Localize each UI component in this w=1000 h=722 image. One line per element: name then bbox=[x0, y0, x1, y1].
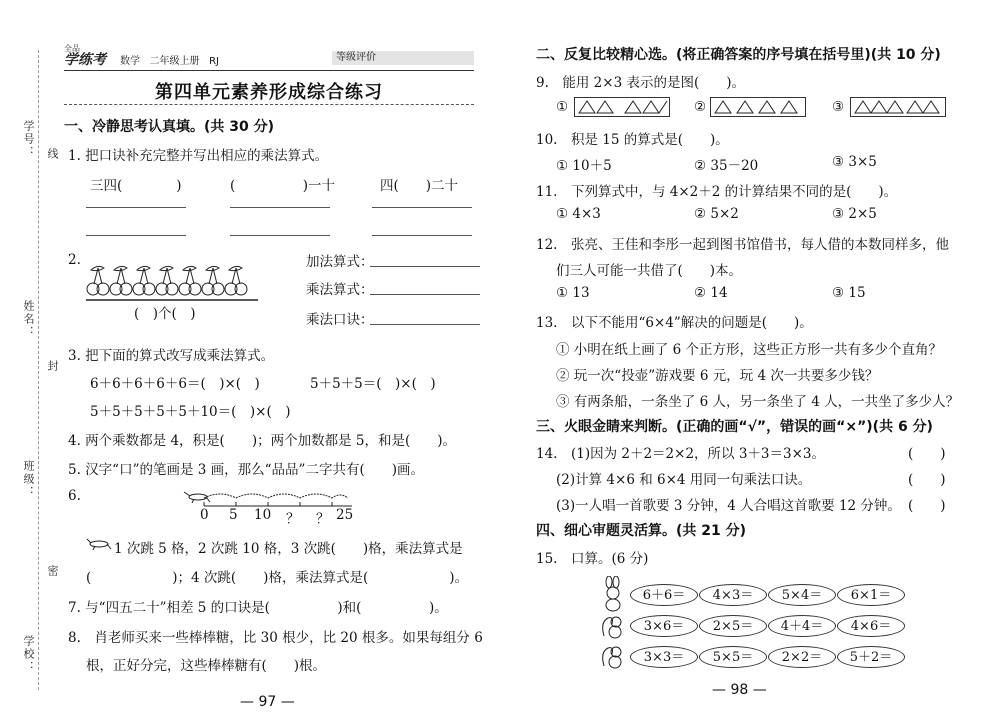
section-3-heading: 三、火眼金睛来判断。(正确的画“√”，错误的画“×”)(共 6 分) bbox=[536, 419, 933, 435]
q1-blank-a[interactable]: 三四( ) bbox=[90, 178, 182, 194]
q1-answer-line[interactable] bbox=[86, 207, 186, 208]
q15-text: 15. 口算。(6 分) bbox=[536, 551, 649, 567]
title-rule bbox=[64, 104, 474, 105]
cherry-pair-icon bbox=[179, 266, 201, 295]
q1-answer-line[interactable] bbox=[86, 235, 186, 236]
q2-add-label: 加法算式： bbox=[306, 254, 374, 270]
q13-option-3[interactable]: ③ 有两条船，一条坐了 6 人，另一条坐了 4 人，一共坐了多少人？ bbox=[556, 394, 960, 410]
page-number-right: — 98 — bbox=[712, 682, 767, 698]
triangles-icon bbox=[575, 98, 669, 116]
q2-number: 2. bbox=[68, 252, 81, 268]
q14-item-2: (2)计算 4×6 和 6×4 用同一句乘法口诀。 bbox=[556, 472, 812, 488]
margin-school: 学校： bbox=[22, 635, 35, 674]
calc-item[interactable]: 5×5＝ bbox=[699, 646, 767, 668]
q9-text[interactable]: 9. 能用 2×3 表示的是图( )。 bbox=[536, 75, 745, 91]
q8-text-a: 8. 肖老师买来一些棒棒糖，比 30 根少，比 20 根多。如果每组分 6 bbox=[68, 630, 483, 646]
grade-label: 二年级上册 bbox=[149, 56, 200, 67]
q13-option-2[interactable]: ② 玩一次“投壶”游戏要 6 元，玩 4 次一共要多少钱？ bbox=[556, 368, 879, 384]
q12-option[interactable]: ② 14 bbox=[694, 285, 728, 301]
calc-item[interactable]: 4＋4＝ bbox=[768, 615, 836, 637]
page-title: 第四单元素养形成综合练习 bbox=[155, 82, 383, 103]
q14-answer-3[interactable]: ( ) bbox=[908, 498, 946, 514]
q6-tick-label: 10 bbox=[254, 507, 272, 523]
q6-tick-label: ？ bbox=[316, 511, 330, 527]
q12-option[interactable]: ③ 15 bbox=[832, 285, 866, 301]
q2-mul-label: 乘法算式： bbox=[306, 282, 374, 298]
margin-student-id: 学号： bbox=[22, 120, 35, 159]
page-number-left: — 97 — bbox=[240, 694, 295, 710]
grasshopper-icon bbox=[184, 492, 210, 503]
cherry-pair-icon bbox=[87, 266, 109, 295]
cherry-pair-icon bbox=[225, 266, 247, 295]
q3-expr-a[interactable]: 6＋6＋6＋6＋6＝( )×( ) bbox=[90, 376, 260, 392]
section-2-heading: 二、反复比较精心选。(将正确答案的序号填在括号里)(共 10 分) bbox=[536, 47, 941, 63]
grasshopper-icon bbox=[86, 536, 112, 552]
q2-mul-line[interactable] bbox=[370, 294, 480, 295]
q9-option-3-box[interactable] bbox=[850, 97, 946, 117]
q6-tick-label: 5 bbox=[229, 507, 238, 523]
q2-rhyme-label: 乘法口诀： bbox=[306, 312, 374, 328]
rabbit-icon bbox=[600, 576, 626, 612]
eval-box bbox=[332, 51, 474, 65]
q11-option[interactable]: ① 4×3 bbox=[556, 206, 601, 222]
q11-text[interactable]: 11. 下列算式中，与 4×2＋2 的计算结果不同的是( )。 bbox=[536, 184, 898, 200]
q1-text: 1. 把口诀补充完整并写出相应的乘法算式。 bbox=[68, 148, 329, 164]
calc-item[interactable]: 3×3＝ bbox=[630, 646, 698, 668]
section-4-heading: 四、细心审题灵活算。(共 21 分) bbox=[536, 523, 747, 539]
q9-option-label[interactable]: ① bbox=[556, 99, 569, 115]
q5-text[interactable]: 5. 汉字“口”的笔画是 3 画，那么“品品”二字共有( )画。 bbox=[68, 462, 424, 478]
q13-option-1[interactable]: ① 小明在纸上画了 6 个正方形，这些正方形一共有多少个直角？ bbox=[556, 342, 942, 358]
eval-label: 等级评价 bbox=[336, 52, 376, 63]
q14-answer-1[interactable]: ( ) bbox=[908, 446, 946, 462]
q3-text: 3. 把下面的算式改写成乘法算式。 bbox=[68, 348, 275, 364]
q2-rhyme-line[interactable] bbox=[370, 324, 480, 325]
margin-class: 班级： bbox=[22, 460, 35, 499]
binding-line bbox=[38, 50, 39, 690]
logo-top-text: 全品 bbox=[64, 44, 80, 53]
margin-secret-mark: 密 bbox=[46, 565, 59, 578]
q10-text[interactable]: 10. 积是 15 的算式是( )。 bbox=[536, 132, 729, 148]
q9-option-1-box[interactable] bbox=[574, 97, 670, 117]
logo-main-text: 学练考 bbox=[64, 52, 106, 68]
calc-item[interactable]: 5×4＝ bbox=[768, 584, 836, 606]
q6-tick-label: ？ bbox=[286, 511, 300, 527]
header-subject bbox=[120, 52, 219, 67]
triangles-icon bbox=[851, 98, 945, 116]
q1-answer-line[interactable] bbox=[372, 207, 472, 208]
cherry-pair-icon bbox=[202, 266, 224, 295]
q14-item-3: (3)一人唱一首歌要 3 分钟，4 人合唱这首歌要 12 分钟。 bbox=[556, 498, 901, 514]
q11-option[interactable]: ③ 2×5 bbox=[832, 206, 877, 222]
q10-option[interactable]: ② 35－20 bbox=[694, 158, 759, 174]
calc-item[interactable]: 4×3＝ bbox=[699, 584, 767, 606]
q7-text[interactable]: 7. 与“四五二十”相差 5 的口诀是( )和( )。 bbox=[68, 600, 448, 616]
q9-option-label[interactable]: ② bbox=[694, 99, 707, 115]
header-rule bbox=[64, 70, 474, 71]
q1-answer-line[interactable] bbox=[230, 235, 330, 236]
q10-option[interactable]: ① 10＋5 bbox=[556, 158, 612, 174]
cherry-pair-icon bbox=[110, 266, 132, 295]
q1-answer-line[interactable] bbox=[372, 235, 472, 236]
q13-text[interactable]: 13. 以下不能用“6×4”解决的问题是( )。 bbox=[536, 315, 813, 331]
margin-line-mark: 线 bbox=[46, 148, 59, 161]
q6-number: 6. bbox=[68, 488, 81, 504]
q3-expr-b[interactable]: 5＋5＋5＝( )×( ) bbox=[310, 376, 436, 392]
squirrel-icon bbox=[600, 642, 626, 670]
q11-option[interactable]: ② 5×2 bbox=[694, 206, 739, 222]
triangles-icon bbox=[711, 98, 805, 116]
q9-option-label[interactable]: ③ bbox=[832, 99, 845, 115]
q12-text-b[interactable]: 们三人可能一共借了( )本。 bbox=[556, 263, 743, 279]
edition-label: RJ bbox=[209, 56, 219, 67]
squirrel-icon bbox=[600, 612, 626, 640]
q2-add-line[interactable] bbox=[370, 266, 480, 267]
calc-item[interactable]: 6＋6＝ bbox=[630, 584, 698, 606]
q6-tick-label: 0 bbox=[200, 507, 209, 523]
brand-logo bbox=[64, 44, 114, 70]
q6-tick-label: 25 bbox=[336, 507, 354, 523]
q1-answer-line[interactable] bbox=[230, 207, 330, 208]
q3-expr-c[interactable]: 5＋5＋5＋5＋5＋10＝( )×( ) bbox=[90, 404, 291, 420]
subject-label: 数学 bbox=[120, 56, 140, 67]
calc-item[interactable]: 3×6＝ bbox=[630, 615, 698, 637]
q10-option[interactable]: ③ 3×5 bbox=[832, 154, 877, 170]
calc-item[interactable]: 2×2＝ bbox=[768, 646, 836, 668]
q14-item-1: 14. (1)因为 2＋2＝2×2，所以 3＋3＝3×3。 bbox=[536, 446, 826, 462]
calc-item[interactable]: 5＋2＝ bbox=[837, 646, 905, 668]
q9-option-2-box[interactable] bbox=[710, 97, 806, 117]
q4-text[interactable]: 4. 两个乘数都是 4，积是( )；两个加数都是 5，和是( )。 bbox=[68, 433, 456, 449]
calc-item[interactable]: 4×6＝ bbox=[837, 615, 905, 637]
q1-blank-b[interactable]: ( )一十 bbox=[230, 178, 336, 194]
calc-item[interactable]: 2×5＝ bbox=[699, 615, 767, 637]
q6-text-1[interactable]: 1 次跳 5 格，2 次跳 10 格，3 次跳( )格，乘法算式是 bbox=[114, 541, 463, 557]
margin-name: 姓名： bbox=[22, 300, 35, 339]
calc-item[interactable]: 6×1＝ bbox=[837, 584, 905, 606]
section-1-heading: 一、冷静思考认真填。(共 30 分) bbox=[64, 119, 275, 135]
q1-blank-c[interactable]: 四( )二十 bbox=[380, 178, 459, 194]
cherry-pair-icon bbox=[133, 266, 155, 295]
q14-answer-2[interactable]: ( ) bbox=[908, 472, 946, 488]
q8-text-b[interactable]: 根，正好分完，这些棒棒糖有( )根。 bbox=[86, 658, 327, 674]
q6-text-2[interactable]: ( )；4 次跳( )格，乘法算式是( )。 bbox=[86, 570, 468, 586]
q2-count-blank[interactable]: ( )个( ) bbox=[134, 306, 196, 322]
cherry-pair-icon bbox=[156, 266, 178, 295]
q12-option[interactable]: ① 13 bbox=[556, 285, 590, 301]
margin-seal-mark: 封 bbox=[46, 360, 59, 373]
q12-text-a: 12. 张亮、王佳和李彤一起到图书馆借书，每人借的本数同样多，他 bbox=[536, 237, 949, 253]
cherries-illustration bbox=[86, 262, 261, 304]
